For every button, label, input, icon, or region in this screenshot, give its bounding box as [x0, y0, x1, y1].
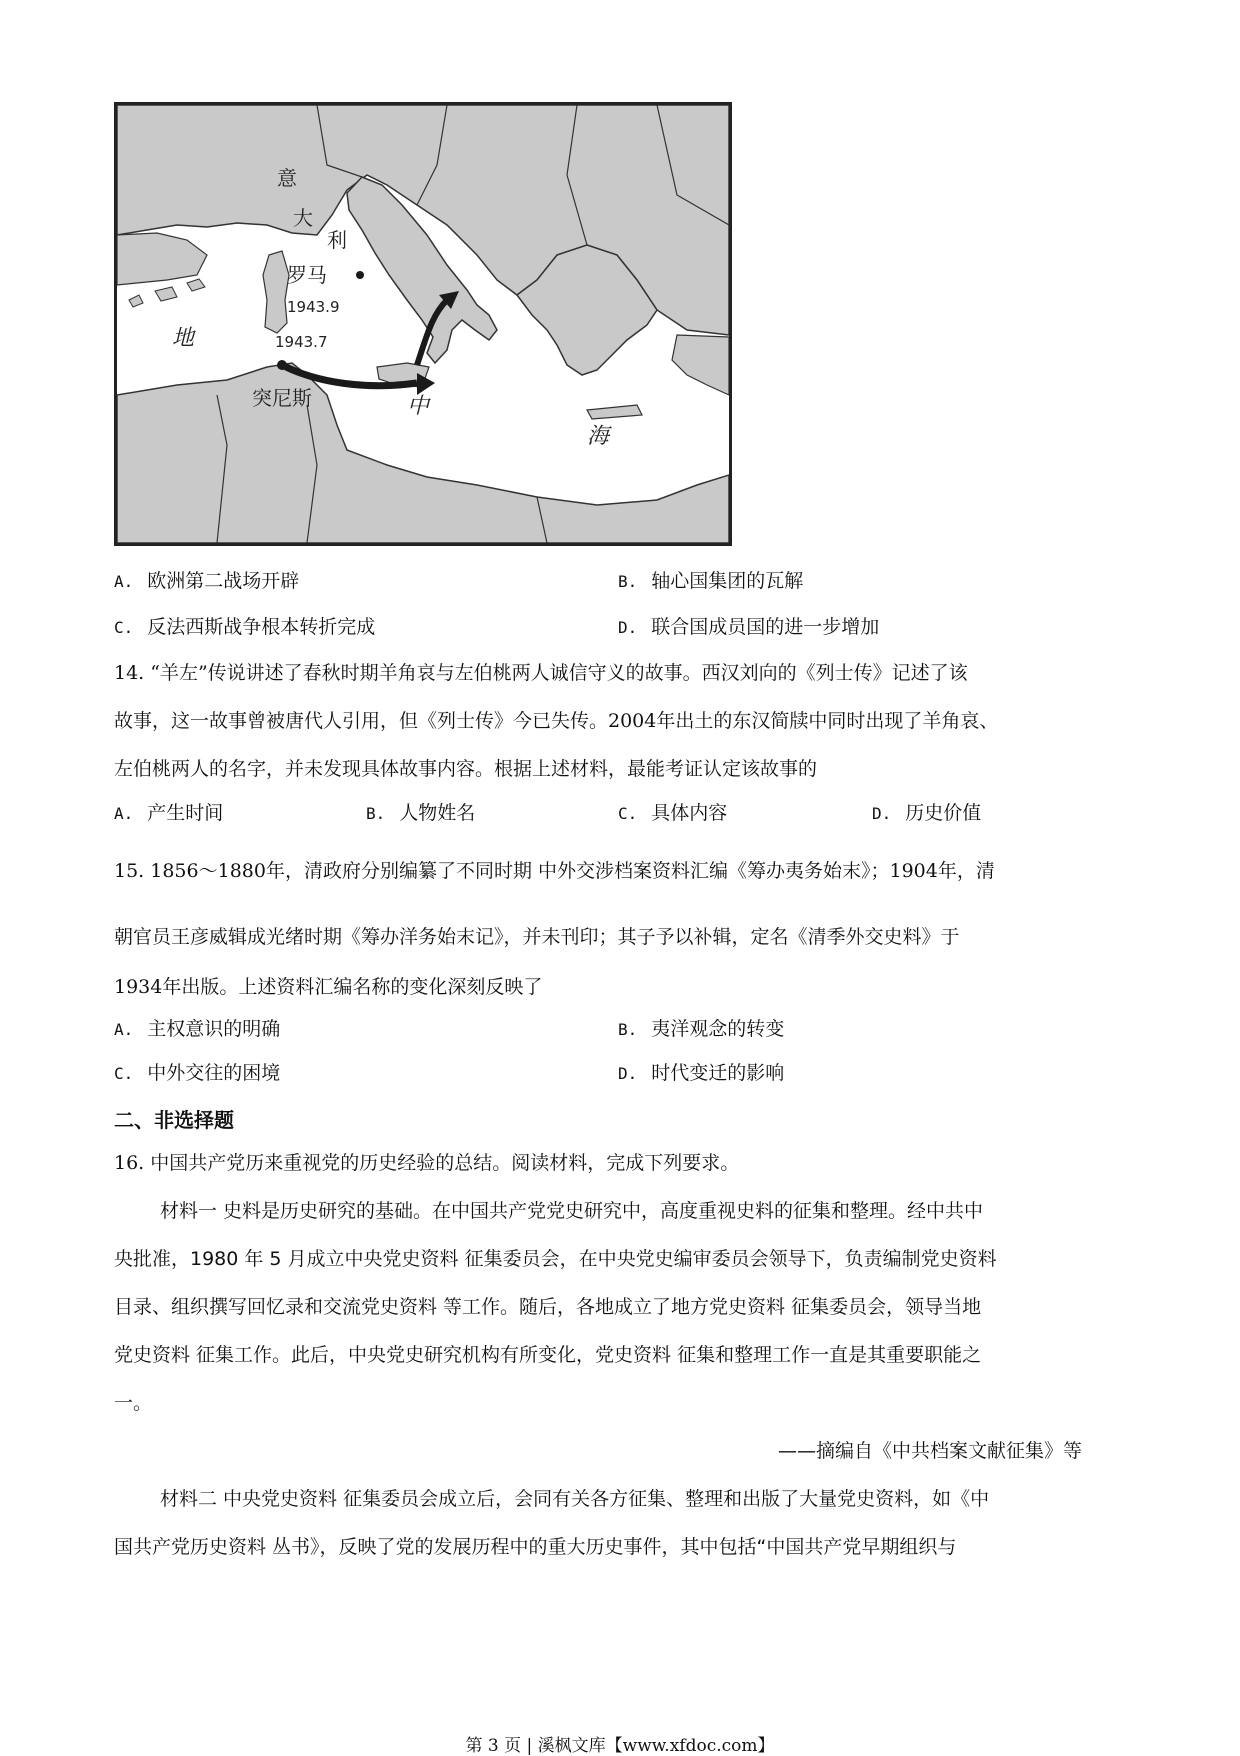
option-letter: A.	[114, 572, 134, 591]
q15-option-b[interactable]	[618, 1016, 784, 1043]
material-1-line-5: 一。	[114, 1392, 153, 1414]
option-text: 具体内容	[651, 802, 728, 824]
material-1-line-4: 党史资料 征集工作。此后，中央党史研究机构有所变化，党史资料 征集和整理工作一直是其重要职能之	[114, 1344, 982, 1366]
material-2-line-1: 材料二 中央党史资料 征集委员会成立后，会同有关各方征集、整理和出版了大量党史资料，如《中	[160, 1488, 990, 1510]
option-letter: B.	[618, 572, 638, 591]
option-text: 产生时间	[147, 802, 224, 824]
q14-option-d[interactable]	[872, 800, 981, 827]
option-letter: D.	[872, 804, 892, 823]
q15-option-d[interactable]	[618, 1060, 784, 1087]
option-text: 主权意识的明确	[147, 1018, 281, 1040]
option-letter: C.	[618, 804, 638, 823]
q13-option-b[interactable]	[618, 568, 803, 595]
q13-option-a[interactable]	[114, 568, 299, 595]
option-letter: B.	[366, 804, 386, 823]
material-1-line-2: 央批准，1980 年 5 月成立中央党史资料 征集委员会，在中央党史编审委员会领导下，负责编制党史资料	[114, 1248, 997, 1270]
q14-stem-line-3: 左伯桃两人的名字，并未发现具体故事内容。根据上述材料，最能考证认定该故事的	[114, 758, 818, 780]
q14-stem-line-2: 故事，这一故事曾被唐代人引用，但《列士传》今已失传。2004年出土的东汉简牍中同时出现了羊角哀、	[114, 710, 999, 732]
option-letter: C.	[114, 618, 134, 637]
option-letter: D.	[618, 1064, 638, 1083]
q13-option-c[interactable]	[114, 614, 375, 641]
mediterranean-map	[117, 105, 729, 543]
map-figure	[114, 102, 732, 546]
q14-stem-line-1: 14. “羊左”传说讲述了春秋时期羊角哀与左伯桃两人诚信守义的故事。西汉刘向的《列士传》记述了该	[114, 662, 968, 684]
option-letter: C.	[114, 1064, 134, 1083]
q15-stem-line-3: 1934年出版。上述资料汇编名称的变化深刻反映了	[114, 976, 543, 998]
option-text: 夷洋观念的转变	[651, 1018, 785, 1040]
map-label-date-jul: 1943.7	[275, 333, 328, 351]
option-letter: A.	[114, 1020, 134, 1039]
map-label-di: 地	[172, 326, 195, 351]
q15-stem-line-2: 朝官员王彦威辑成光绪时期《筹办洋务始末记》，并未刊印；其子予以补辑，定名《清季外交史料》于	[114, 926, 960, 948]
option-text: 历史价值	[905, 802, 982, 824]
material-1-source: ——摘编自《中共档案文献征集》等	[778, 1440, 1083, 1462]
map-label-tunis: 突尼斯	[252, 386, 312, 410]
section-heading: 二、非选择题	[114, 1108, 234, 1132]
option-text: 联合国成员国的进一步增加	[651, 616, 880, 638]
page-footer: 第 3 页 | 溪枫文库【www.xfdoc.com】	[465, 1736, 775, 1756]
option-text: 欧洲第二战场开辟	[147, 570, 300, 592]
option-letter: D.	[618, 618, 638, 637]
q13-option-d[interactable]	[618, 614, 879, 641]
q15-option-c[interactable]	[114, 1060, 280, 1087]
material-1-line-3: 目录、组织撰写回忆录和交流党史资料 等工作。随后，各地成立了地方党史资料 征集委员会，领导当地	[114, 1296, 982, 1318]
map-label-rome: 罗马	[287, 263, 327, 287]
option-letter: B.	[618, 1020, 638, 1039]
option-text: 中外交往的困境	[147, 1062, 281, 1084]
map-label-date-sep: 1943.9	[287, 298, 340, 316]
q16-intro: 16. 中国共产党历来重视党的历史经验的总结。阅读材料，完成下列要求。	[114, 1152, 740, 1174]
option-text: 反法西斯战争根本转折完成	[147, 616, 376, 638]
material-2-line-2: 国共产党历史资料 丛书》，反映了党的发展历程中的重大历史事件，其中包括“中国共产党早期组织与	[114, 1536, 957, 1558]
map-label-li: 利	[327, 228, 347, 252]
map-label-zhong: 中	[407, 394, 430, 419]
option-text: 轴心国集团的瓦解	[651, 570, 804, 592]
map-label-hai: 海	[587, 424, 610, 449]
q14-option-c[interactable]	[618, 800, 727, 827]
q14-option-b[interactable]	[366, 800, 475, 827]
option-text: 时代变迁的影响	[651, 1062, 785, 1084]
option-letter: A.	[114, 804, 134, 823]
q15-option-a[interactable]	[114, 1016, 280, 1043]
q15-stem-line-1: 15. 1856～1880年，清政府分别编纂了不同时期 中外交涉档案资料汇编《筹办夷务始末》；1904年，清	[114, 860, 995, 882]
q14-option-a[interactable]	[114, 800, 223, 827]
map-label-da: 大	[293, 206, 313, 230]
option-text: 人物姓名	[399, 802, 476, 824]
map-label-yi: 意	[277, 166, 297, 190]
material-1-line-1: 材料一 史料是历史研究的基础。在中国共产党党史研究中，高度重视史料的征集和整理。经中共中	[160, 1200, 984, 1222]
